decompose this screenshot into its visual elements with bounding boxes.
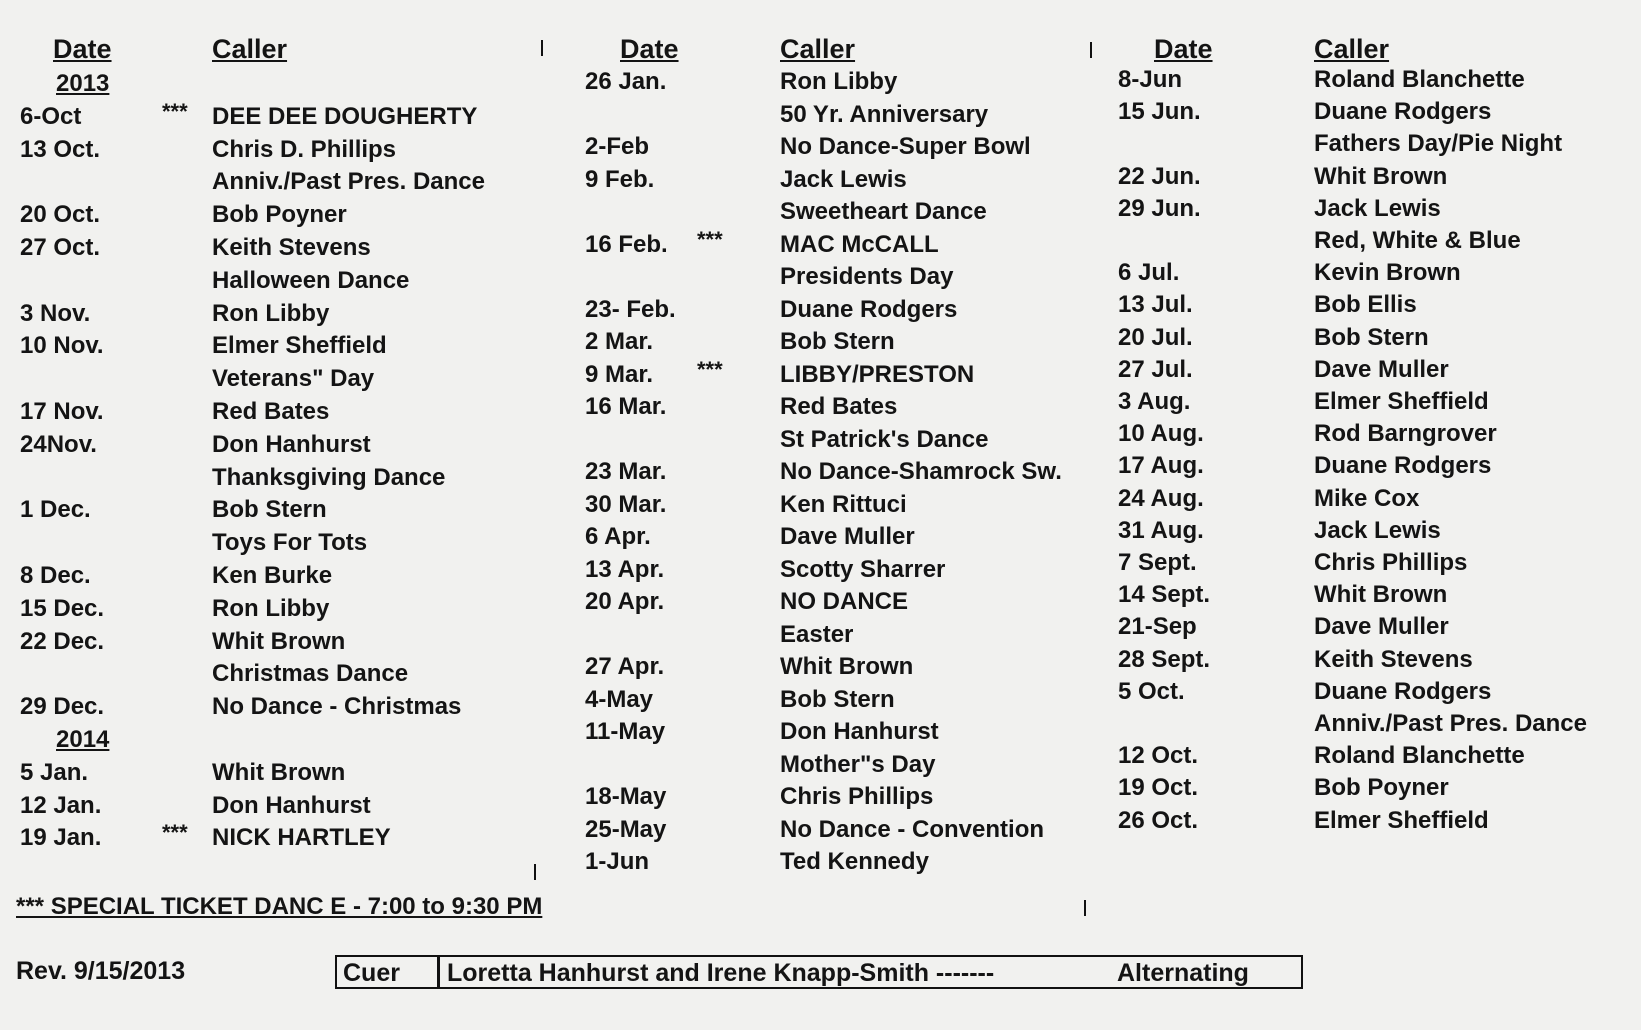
row-date: 7 Sept. bbox=[1118, 549, 1197, 576]
row-caller: No Dance-Shamrock Sw. bbox=[780, 458, 1062, 485]
row-date: 25-May bbox=[585, 815, 667, 843]
row-date: 3 Aug. bbox=[1118, 388, 1191, 415]
row-caller: Red Bates bbox=[780, 393, 898, 420]
row-caller: Keith Stevens bbox=[212, 234, 371, 261]
row-date: 21-Sep bbox=[1118, 613, 1197, 641]
row-date: 31 Aug. bbox=[1118, 516, 1204, 544]
row-caller: Toys For Tots bbox=[212, 529, 368, 557]
row-caller: Duane Rodgers bbox=[1314, 452, 1492, 480]
row-caller: Anniv./Past Pres. Dance bbox=[212, 168, 485, 196]
row-caller: NO DANCE bbox=[780, 588, 909, 615]
row-date: 6-Oct bbox=[20, 102, 82, 130]
row-date: 22 Jun. bbox=[1118, 162, 1201, 190]
row-date: 19 Jan. bbox=[20, 824, 102, 852]
row-date: 16 Feb. bbox=[585, 230, 668, 258]
row-caller: Bob Stern bbox=[212, 496, 327, 524]
row-caller: Whit Brown bbox=[212, 758, 346, 786]
row-date: 13 Jul. bbox=[1118, 291, 1193, 319]
row-date: 3 Nov. bbox=[20, 299, 91, 327]
row-caller: Dave Muller bbox=[1314, 355, 1449, 383]
row-caller: Rod Barngrover bbox=[1314, 420, 1497, 448]
row-caller: Don Hanhurst bbox=[212, 791, 371, 819]
row-caller: Elmer Sheffield bbox=[1314, 388, 1489, 415]
special-ticket-footnote: *** SPECIAL TICKET DANC E - 7:00 to 9:30 PM bbox=[16, 893, 543, 920]
row-caller: Mike Cox bbox=[1314, 484, 1420, 512]
row-date: 2-Feb bbox=[585, 133, 650, 160]
row-date: 29 Dec. bbox=[20, 693, 105, 721]
row-date: 26 Oct. bbox=[1118, 806, 1199, 834]
row-caller: Anniv./Past Pres. Dance bbox=[1314, 710, 1587, 737]
row-caller: Halloween Dance bbox=[212, 266, 410, 294]
row-date: 9 Feb. bbox=[585, 165, 655, 193]
row-caller: Dave Muller bbox=[1314, 613, 1449, 641]
row-caller: Fathers Day/Pie Night bbox=[1314, 130, 1563, 158]
row-date: 8 Dec. bbox=[20, 562, 91, 589]
column-separator bbox=[534, 864, 536, 880]
row-caller: Ron Libby bbox=[212, 299, 330, 327]
row-date: 20 Apr. bbox=[585, 588, 665, 615]
row-date: 18-May bbox=[585, 783, 667, 810]
column-separator bbox=[541, 40, 543, 56]
row-caller: Don Hanhurst bbox=[212, 430, 371, 458]
date-header: Date bbox=[1154, 34, 1213, 64]
row-caller: Jack Lewis bbox=[1314, 516, 1441, 544]
row-caller: Bob Stern bbox=[780, 328, 895, 355]
row-date: 9 Mar. bbox=[585, 360, 654, 388]
row-caller: Keith Stevens bbox=[1314, 645, 1473, 673]
row-date: 24 Aug. bbox=[1118, 484, 1204, 512]
row-caller: Ken Burke bbox=[212, 562, 333, 589]
cuer-divider bbox=[437, 957, 440, 987]
special-ticket-marker: *** bbox=[697, 356, 723, 382]
row-date: 4-May bbox=[585, 685, 654, 713]
row-date: 15 Dec. bbox=[20, 594, 105, 622]
caller-header: Caller bbox=[212, 34, 288, 64]
row-caller: Scotty Sharrer bbox=[780, 555, 946, 583]
row-caller: Ted Kennedy bbox=[780, 848, 929, 875]
row-date: 11-May bbox=[585, 718, 666, 745]
row-caller: Whit Brown bbox=[1314, 162, 1448, 190]
row-date: 13 Oct. bbox=[20, 135, 101, 163]
row-date: 6 Apr. bbox=[585, 523, 651, 550]
row-date: 13 Apr. bbox=[585, 555, 665, 583]
row-date: 16 Mar. bbox=[585, 393, 667, 420]
column-separator bbox=[1084, 900, 1086, 916]
row-date: 23 Mar. bbox=[585, 458, 667, 485]
row-date: 20 Jul. bbox=[1118, 323, 1193, 351]
row-caller: NICK HARTLEY bbox=[212, 824, 391, 852]
row-caller: Bob Poyner bbox=[1314, 774, 1449, 802]
row-caller: Bob Stern bbox=[780, 685, 895, 713]
row-caller: Whit Brown bbox=[1314, 581, 1448, 609]
row-caller: Chris Phillips bbox=[780, 783, 934, 810]
row-caller: Chris D. Phillips bbox=[212, 135, 397, 163]
row-date: 27 Oct. bbox=[20, 234, 101, 261]
row-date: 10 Aug. bbox=[1118, 420, 1204, 448]
row-date: 17 Aug. bbox=[1118, 452, 1204, 480]
row-date: 14 Sept. bbox=[1118, 581, 1211, 609]
row-date: 19 Oct. bbox=[1118, 774, 1199, 802]
row-caller: Bob Stern bbox=[1314, 323, 1429, 351]
cuer-box bbox=[335, 955, 1303, 989]
row-date: 23- Feb. bbox=[585, 295, 676, 323]
row-date: 10 Nov. bbox=[20, 332, 104, 360]
row-caller: No Dance - Convention bbox=[780, 815, 1045, 843]
year-label: 2014 bbox=[56, 726, 110, 753]
row-caller: Chris Phillips bbox=[1314, 549, 1468, 576]
row-caller: Mother"s Day bbox=[780, 750, 936, 778]
row-caller: Ron Libby bbox=[780, 68, 898, 95]
row-caller: Duane Rodgers bbox=[1314, 98, 1492, 126]
special-ticket-marker: *** bbox=[162, 820, 188, 846]
row-date: 12 Jan. bbox=[20, 791, 102, 819]
special-ticket-marker: *** bbox=[697, 226, 723, 252]
row-caller: Don Hanhurst bbox=[780, 718, 939, 745]
row-date: 26 Jan. bbox=[585, 68, 667, 95]
caller-header: Caller bbox=[780, 34, 856, 64]
row-caller: LIBBY/PRESTON bbox=[780, 360, 975, 388]
row-caller: Whit Brown bbox=[780, 653, 914, 680]
row-date: 15 Jun. bbox=[1118, 98, 1201, 126]
row-date: 5 Oct. bbox=[1118, 677, 1185, 705]
row-caller: Red Bates bbox=[212, 398, 330, 425]
row-date: 20 Oct. bbox=[20, 201, 101, 229]
row-date: 27 Apr. bbox=[585, 653, 665, 680]
caller-header: Caller bbox=[1314, 34, 1390, 64]
row-caller: Veterans" Day bbox=[212, 365, 375, 393]
row-caller: St Patrick's Dance bbox=[780, 425, 989, 453]
cuer-alternating: Alternating bbox=[1117, 959, 1249, 987]
row-date: 17 Nov. bbox=[20, 398, 104, 425]
row-caller: Duane Rodgers bbox=[1314, 677, 1492, 705]
row-date: 29 Jun. bbox=[1118, 194, 1201, 222]
column-separator bbox=[1090, 42, 1092, 58]
row-caller: Roland Blanchette bbox=[1314, 742, 1525, 770]
row-caller: Christmas Dance bbox=[212, 660, 409, 688]
row-date: 5 Jan. bbox=[20, 758, 89, 786]
row-caller: Ron Libby bbox=[212, 594, 330, 622]
row-caller: Easter bbox=[780, 620, 854, 648]
row-caller: Presidents Day bbox=[780, 263, 954, 290]
row-caller: Thanksgiving Dance bbox=[212, 463, 446, 491]
row-caller: Kevin Brown bbox=[1314, 259, 1461, 287]
row-caller: Roland Blanchette bbox=[1314, 66, 1525, 93]
date-header: Date bbox=[620, 34, 679, 64]
row-date: 28 Sept. bbox=[1118, 645, 1211, 673]
row-caller: Dave Muller bbox=[780, 523, 915, 550]
row-caller: Elmer Sheffield bbox=[1314, 806, 1489, 834]
year-label: 2013 bbox=[56, 70, 110, 97]
row-caller: Jack Lewis bbox=[780, 165, 907, 193]
row-date: 27 Jul. bbox=[1118, 355, 1193, 383]
row-caller: Whit Brown bbox=[212, 627, 346, 655]
row-date: 22 Dec. bbox=[20, 627, 105, 655]
cuer-label: Cuer bbox=[343, 959, 400, 987]
row-caller: Jack Lewis bbox=[1314, 194, 1441, 222]
row-date: 8-Jun bbox=[1118, 66, 1183, 93]
cuer-names: Loretta Hanhurst and Irene Knapp-Smith ------- bbox=[447, 959, 995, 987]
row-caller: Duane Rodgers bbox=[780, 295, 958, 323]
row-date: 24Nov. bbox=[20, 430, 97, 458]
row-date: 1 Dec. bbox=[20, 496, 91, 524]
row-date: 2 Mar. bbox=[585, 328, 654, 355]
special-ticket-marker: *** bbox=[162, 98, 188, 124]
row-caller: Elmer Sheffield bbox=[212, 332, 387, 360]
row-caller: DEE DEE DOUGHERTY bbox=[212, 102, 478, 130]
row-date: 30 Mar. bbox=[585, 490, 667, 518]
row-date: 12 Oct. bbox=[1118, 742, 1199, 770]
row-caller: 50 Yr. Anniversary bbox=[780, 100, 989, 128]
date-header: Date bbox=[53, 34, 112, 64]
revision-date: Rev. 9/15/2013 bbox=[16, 957, 186, 985]
row-caller: Red, White & Blue bbox=[1314, 227, 1521, 254]
row-caller: No Dance - Christmas bbox=[212, 693, 462, 721]
row-date: 6 Jul. bbox=[1118, 259, 1180, 287]
row-caller: Bob Ellis bbox=[1314, 291, 1417, 319]
row-caller: Bob Poyner bbox=[212, 201, 347, 229]
row-caller: Ken Rittuci bbox=[780, 490, 907, 518]
row-caller: Sweetheart Dance bbox=[780, 198, 987, 225]
row-caller: No Dance-Super Bowl bbox=[780, 133, 1031, 160]
row-caller: MAC McCALL bbox=[780, 230, 939, 258]
row-date: 1-Jun bbox=[585, 848, 650, 875]
